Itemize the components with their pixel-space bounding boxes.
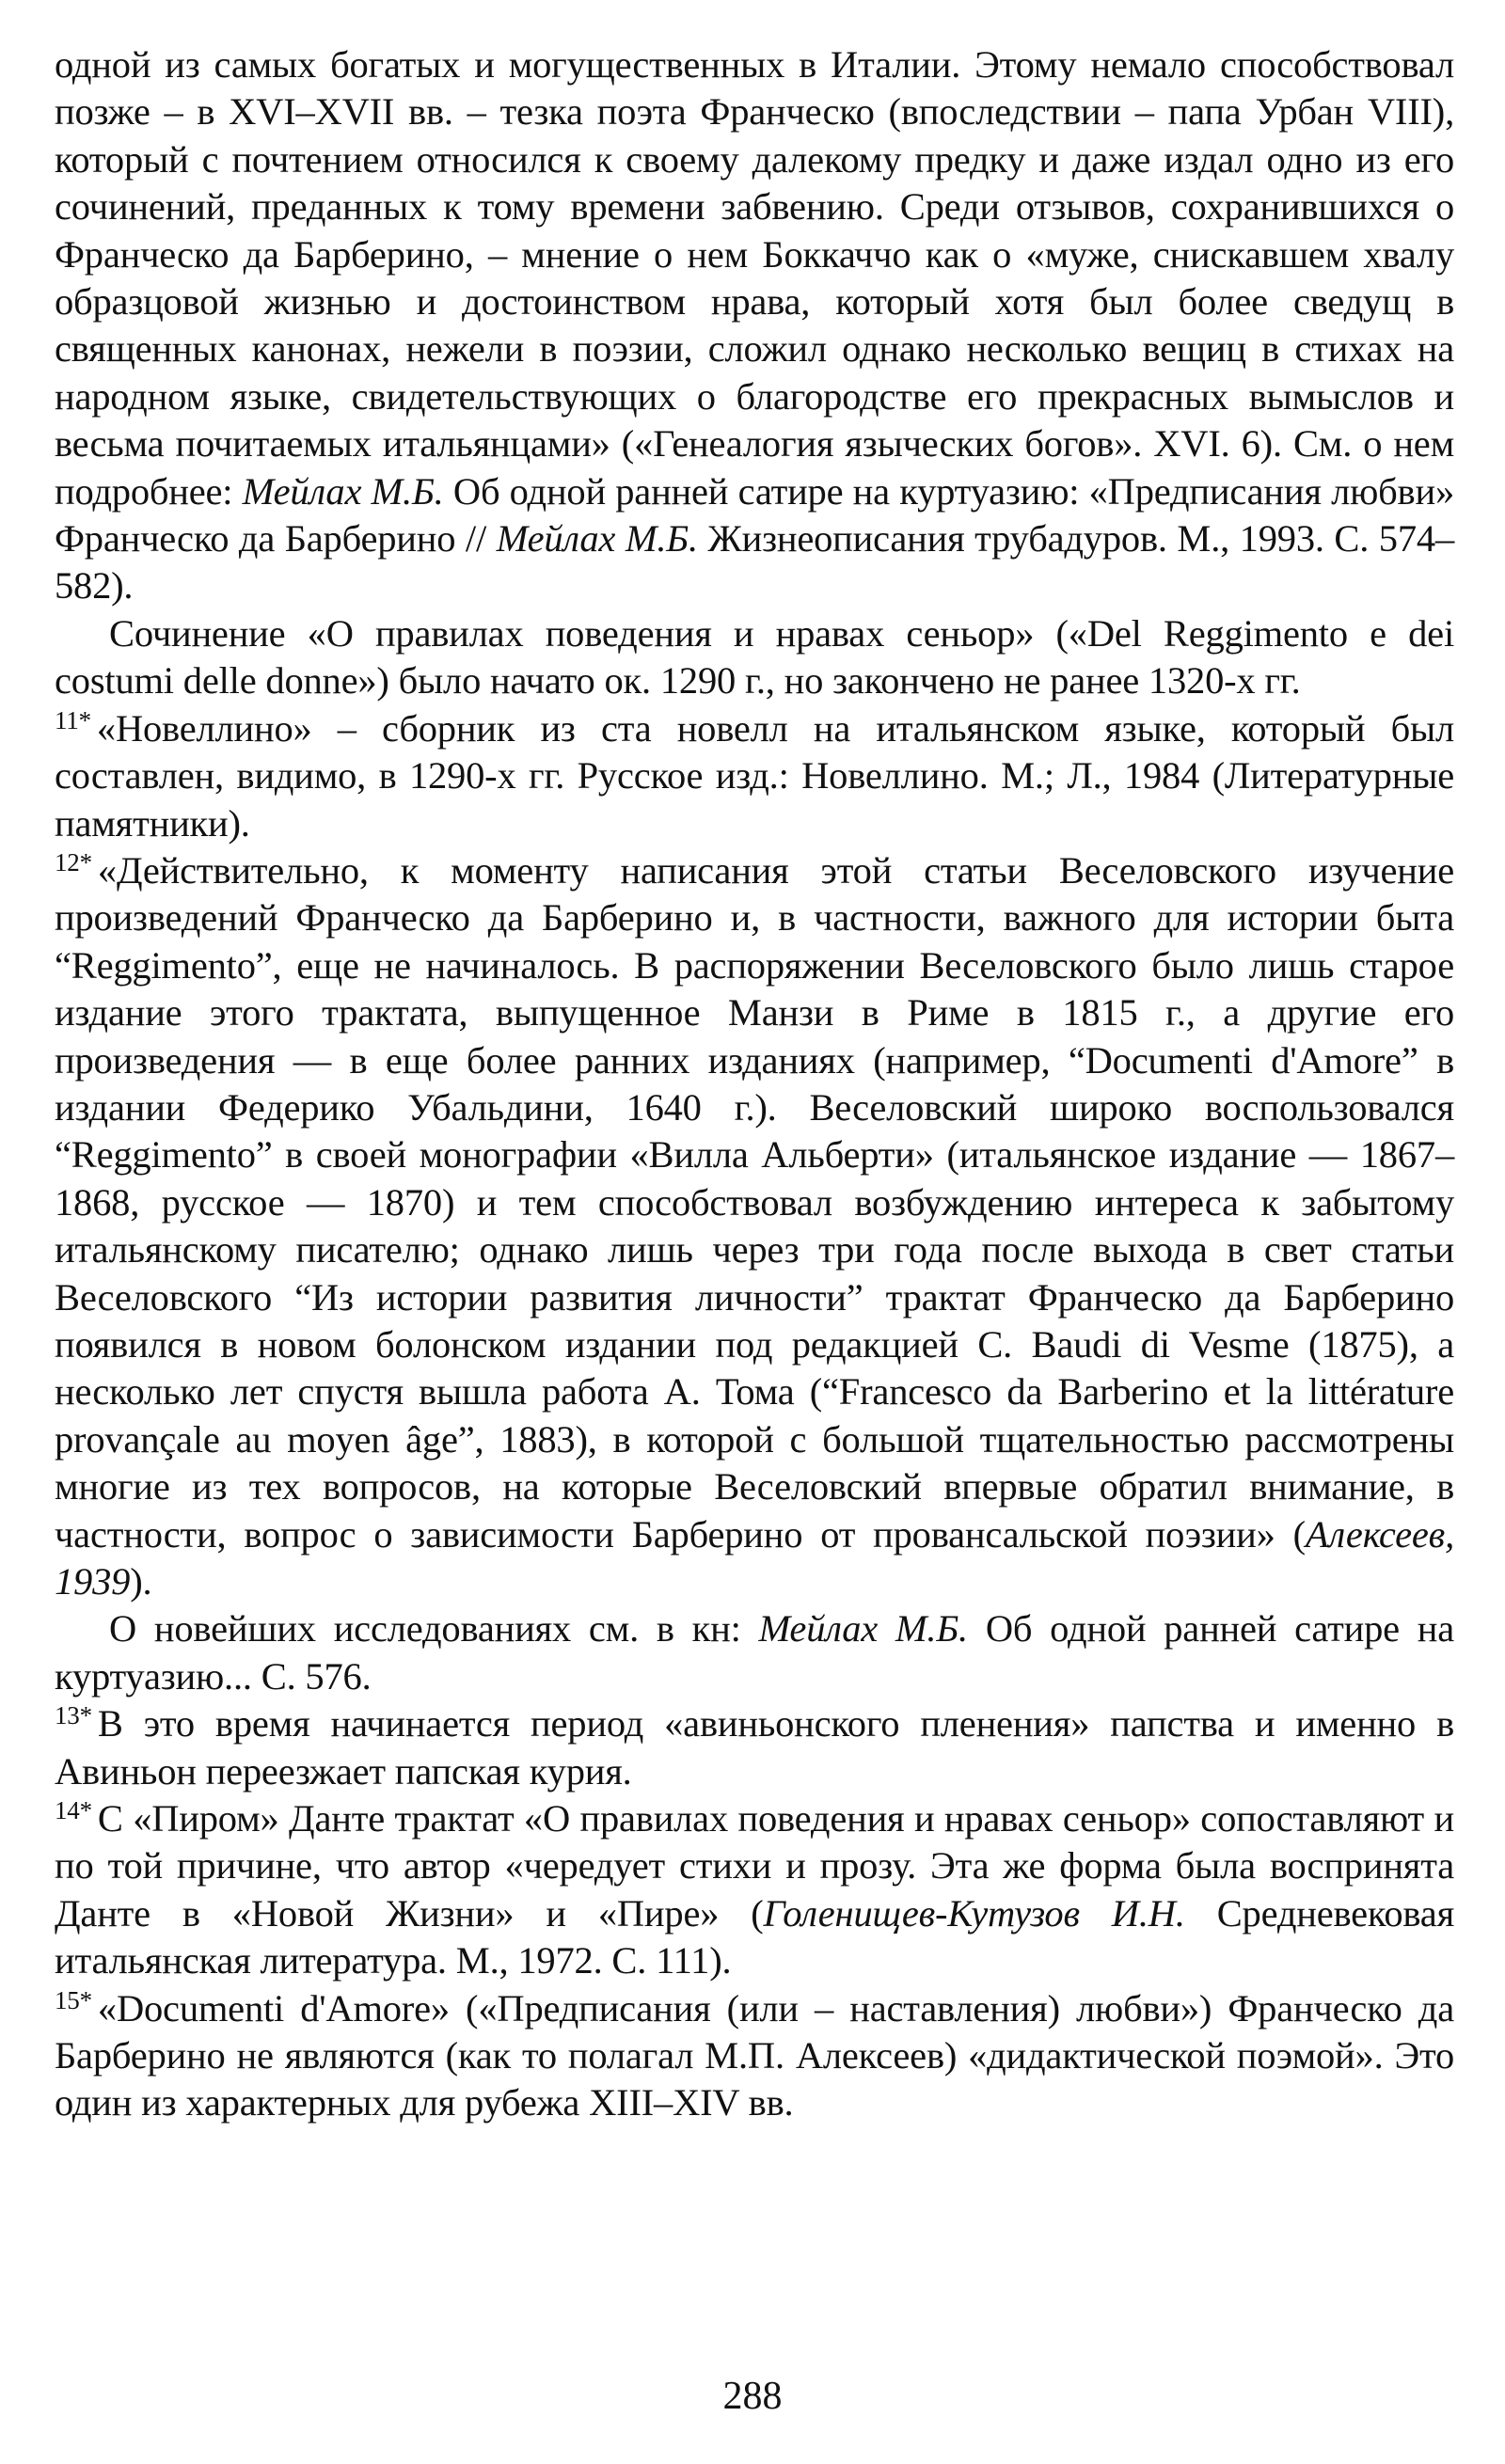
page-number: 288: [722, 2375, 783, 2418]
paragraph: [55, 610, 1454, 705]
text-segment: одной из самых богатых и могущественных в Италии. Этому немало способствовал позже – в XVI–XVII вв. – тезка поэта Франческо (впоследствии – папа Урбан VIII), который с почтением относился к своему далекому предку и даже издал одно из его сочинений, преданных к тому времени забвению. Среди отзывов, сохранившихся о Франческо да Барберино, – мнение о нем Боккаччо как о «муже, снискавшем хвалу образцовой жизнью и достоинством нрава, который хотя был более сведущ в священных канонах, нежели в поэзии, сложил однако несколько вещиц в стихах на народном языке, свидетельствующих о благородстве его прекрасных вымыслов и весьма почитаемых итальянцами» («Генеалогия языческих богов». XVI. 6). См. о нем подробнее:: [55, 43, 1454, 513]
text-segment: «Действительно, к моменту написания этой статьи Веселовского изучение произведений Франческо да Барберино и, в частности, важного для истории быта “Reggimento”, еще не начиналось. В распоряжении Веселовского было лишь старое издание этого трактата, выпущенное Манзи в Риме в 1815 г., а другие его произведения — в еще более ранних изданиях (например, “Documenti d'Amore” в издании Федерико Убальдини, 1640 г.). Веселовский широко воспользовался “Reggimento” в своей монографии «Вилла Альберти» (итальянское издание — 1867–1868, русское — 1870) и тем способствовал возбуждению интереса к забытому итальянскому писателю; однако лишь через три года после выхода в свет статьи Веселовского “Из истории развития личности” трактат Франческо да Барберино появился в новом болонском издании под редакцией C. Baudi di Vesme (1875), а несколько лет спустя вышла работа А. Тома (“Francesco da Barberino et la littérature provançale au moyen âge”, 1883), в которой с большой тщательностью рассмотрены многие из тех вопросов, на которые Веселовский впервые обратил внимание, в частности, вопрос о зависимости Барберино от провансальской поэзии» (: [55, 848, 1454, 1556]
footnote-number: 13*: [55, 1701, 92, 1730]
text-segment: Сочинение «О правилах поведения и нравах сеньор» («Del Reggimento e dei costumi delle donne») было начато ок. 1290 г., но закончено не ранее 1320-х гг.: [55, 611, 1454, 703]
paragraph: [55, 1605, 1454, 1700]
footnote-number: 14*: [55, 1796, 92, 1825]
page-text: [55, 41, 1454, 2127]
text-segment: «Documenti d'Amore» («Предписания (или – наставления) любви») Франческо да Барберино не являются (как то полагал М.П. Алексеев) «дидактической поэмой». Это один из характерных для рубежа XIII–XIV вв.: [55, 1986, 1454, 2124]
footnote: [55, 1985, 1454, 2127]
footnote: [55, 1700, 1454, 1795]
footnote-number: 15*: [55, 1985, 92, 2014]
footnote: [55, 847, 1454, 1606]
text-segment: Средневековая итальянская литература. М., 1972. С. 111).: [55, 1891, 1454, 1982]
text-segment: В это время начинается период «авиньонского пленения» папства и именно в Авиньон переезжает папская курия.: [55, 1702, 1454, 1793]
paragraph: [55, 41, 1454, 610]
text-segment: Об одной ранней сатире на куртуазию... С. 576.: [55, 1607, 1455, 1698]
italic-reference: Голенищев-Кутузов И.Н.: [763, 1891, 1185, 1935]
footnote: [55, 705, 1454, 847]
italic-reference: Мейлах М.Б.: [242, 469, 444, 513]
text-segment: О новейших исследованиях см. в кн:: [109, 1607, 759, 1651]
footnote-number: 11*: [55, 705, 91, 734]
text-segment: «Новеллино» – сборник из ста новелл на итальянском языке, который был составлен, видимо, в 1290-х гг. Русское изд.: Новеллино. М.; Л., 1984 (Литературные памятники).: [55, 706, 1454, 845]
italic-reference: Мейлах М.Б.: [496, 517, 698, 561]
footnote: [55, 1795, 1454, 1985]
footnote-number: 12*: [55, 847, 92, 877]
text-segment: Об одной ранней сатире на куртуазию: «Предписания любви» Франческо да Барберино //: [55, 469, 1454, 561]
text-segment: ).: [130, 1560, 152, 1603]
text-segment: Жизнеописания трубадуров. М., 1993. С. 574–582).: [55, 517, 1454, 608]
italic-reference: Мейлах М.Б.: [758, 1607, 968, 1651]
text-segment: С «Пиром» Данте трактат «О правилах поведения и нравах сеньор» сопоставляют и по той причине, что автор «чередует стихи и прозу. Эта же форма была воспринята Данте в «Новой Жизни» и «Пире» (: [55, 1797, 1454, 1935]
italic-reference: Алексеев, 1939: [55, 1512, 1454, 1603]
